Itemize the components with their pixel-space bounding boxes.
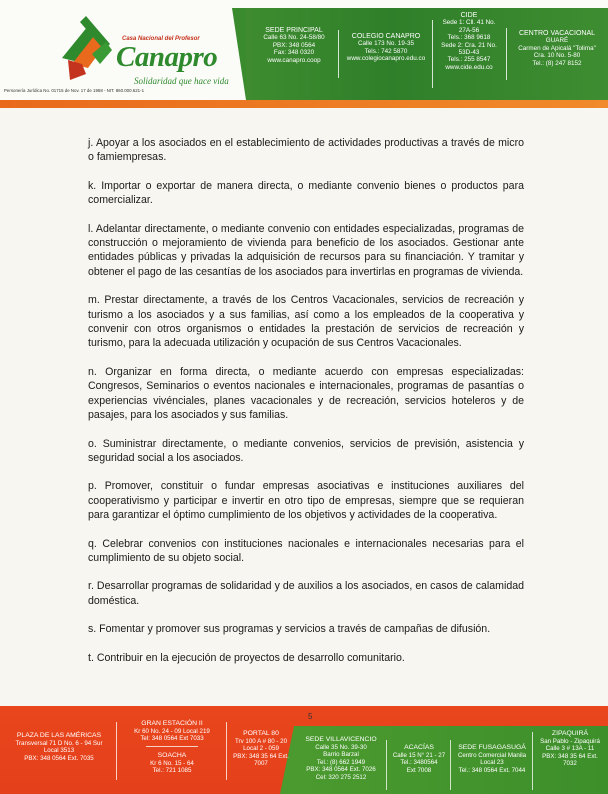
sede-fusagasuga-line: Centro Comercial Manila (457, 751, 527, 759)
gran-estacion-line: Kr 60 No. 24 - 09 Local 219 (134, 727, 210, 735)
zipaquira-line: PBX: 348 35 64 Ext. (542, 752, 598, 760)
cide-line: Tels.: 255 8547 (447, 56, 491, 64)
sede-villavicencio-line: Cel: 320 275 2512 (315, 773, 367, 781)
acacias-line: Calle 15 N° 21 - 27 (392, 751, 446, 759)
sede-principal-block (252, 27, 336, 64)
paragraph-j: j. Apoyar a los asociados en el establecimiento de actividades productivas a través de micro o famiempresas. (88, 137, 524, 164)
canapro-emblem-icon (58, 14, 118, 84)
cide-line: Sede 1: Cll. 41 No. (442, 19, 496, 27)
footer-divider (146, 746, 198, 747)
portal-80-title: PORTAL 80 (243, 730, 279, 737)
acacias-line: Tel.: 3480564 (400, 759, 438, 766)
footer-divider (450, 740, 451, 790)
header-divider (506, 28, 507, 80)
zipaquira-block (534, 730, 606, 768)
header-divider (338, 30, 339, 78)
cide-line: 27A-56 (458, 26, 480, 34)
logo-brand-name: Canapro (116, 41, 218, 73)
plaza-americas-title: PLAZA DE LAS AMÉRICAS (16, 732, 102, 739)
soacha-line: Tel.: 721 1085 (152, 767, 192, 774)
logo-house-name: Casa Nacional del Profesor (122, 36, 200, 42)
paragraph-r: r. Desarrollar programas de solidaridad y de auxilios a los asociados, en casos de calamidad doméstica. (88, 580, 524, 607)
sede-villavicencio-line: Barrio Barzal (323, 751, 359, 758)
cide-website[interactable]: www.cide.edu.co (445, 63, 493, 71)
cide-title: CIDE (460, 12, 478, 19)
footer-divider (532, 732, 533, 790)
centro-vacacional-line: GUARÉ (545, 37, 569, 45)
sede-principal-fax: Fax: 348 0320 (273, 49, 315, 57)
colegio-website[interactable]: www.colegiocanapro.edu.co (346, 55, 426, 63)
paragraph-t: t. Contribuir en la ejecución de proyectos de desarrollo comunitario. (88, 651, 405, 664)
portal-80-block (228, 730, 294, 768)
sede-villavicencio-block (296, 736, 386, 781)
colegio-block (340, 33, 432, 63)
plaza-americas-block (2, 732, 116, 762)
paragraph-l: l. Adelantar directamente, o mediante convenio con entidades especializadas, programas de construcción o mejoramiento de vivienda para beneficio de los asociados. Gestionar ante entidades públicas y privadas la adquisición de recursos para su financiación. Y tramitar y obtener el pago de las cesantías de los asociados para invertirlas en programas de vivienda. (88, 222, 524, 278)
paragraph-p: p. Promover, constituir o fundar empresas asociativas e instituciones auxiliares del cooperativismo y participar e invertir en otro tipo de empresas, siempre que se requieran para garantizar el óptimo cumplimiento de los objetivos y actividades de la cooperativa. (88, 480, 524, 522)
centro-vacacional-block (508, 30, 606, 67)
footer-divider (116, 722, 117, 780)
paragraph-o: o. Suministrar directamente, o mediante convenios, servicios de previsión, asistencia y seguridad social a los asociados. (88, 437, 524, 464)
legal-registration: Personería Jurídica No. 01715 de Nov. 17 de 1958 - NIT. 860.000.621-1 (4, 88, 145, 93)
soacha-block (118, 752, 226, 775)
cide-block (434, 12, 504, 71)
paragraph-k: k. Importar o exportar de manera directa, o mediante convenio bienes o productos para comercializar. (88, 179, 524, 207)
sede-principal-website[interactable]: www.canapro.coop (267, 56, 321, 64)
centro-vacacional-line: Tel.: (8) 247 8152 (532, 59, 582, 67)
portal-80-line: Local 2 - 059 (243, 745, 279, 752)
gran-estacion-line: Tel: 348 0564 Ext 7033 (140, 735, 204, 742)
portal-80-line: Trv 100 A # 80 - 20 (234, 737, 288, 745)
portal-80-line: PBX: 348 35 64 Ext. (233, 752, 289, 760)
plaza-americas-line: Transversal 71 D No. 6 - 94 Sur (15, 739, 103, 747)
colegio-phone: Tels.: 742 5870 (364, 47, 408, 55)
paragraph-q: q. Celebrar convenios con instituciones nacionales e internacionales necesarias para el cumplimiento de su objeto social. (88, 537, 524, 564)
document-body (88, 136, 524, 679)
acacias-title: ACACÍAS (404, 744, 434, 751)
letterhead-footer (0, 706, 608, 794)
acacias-line: Ext 7008 (406, 766, 432, 774)
footer-divider (226, 722, 227, 780)
colegio-title: COLEGIO CANAPRO (351, 33, 421, 40)
plaza-americas-line: Local 3513 (43, 747, 75, 754)
sede-villavicencio-line: Calle 35 No. 39-30 (315, 743, 367, 751)
sede-fusagasuga-title: SEDE FUSAGASUGÁ (458, 744, 526, 751)
portal-80-line: 7007 (254, 760, 268, 767)
paragraph-s: s. Fomentar y promover sus programas y servicios a través de campañas de difusión. (88, 623, 491, 636)
zipaquira-line: San Pablo - Zipaquirá (540, 737, 600, 745)
sede-fusagasuga-line: Local 23 (480, 759, 504, 766)
paragraph-n: n. Organizar en forma directa, o mediante acuerdo con empresas especializadas: Congresos, Seminarios o eventos nacionales e internacionales, programas de pasantías o experiencias vivénciales, planes vacacionales y de recreación, servicios hoteleros y de pasajes, para los asociados y sus familias. (88, 365, 524, 422)
zipaquira-line: Calle 3 # 13A - 11 (545, 745, 595, 752)
sede-villavicencio-line: Tel.: (8) 662 1949 (316, 758, 366, 766)
acacias-block (388, 744, 450, 774)
soacha-title: SOACHA (157, 752, 187, 759)
colegio-address: Calle 173 No. 19-35 (357, 40, 414, 48)
centro-vacacional-line: Carmen de Apicalá "Tolima" (518, 44, 596, 52)
centro-vacacional-title: CENTRO VACACIONAL (518, 30, 596, 37)
sede-fusagasuga-block (452, 744, 532, 774)
sede-principal-address: Calle 63 No. 24-58/80 (263, 34, 325, 42)
canapro-logo (58, 14, 258, 94)
sede-principal-pbx: PBX: 348 0564 (272, 41, 316, 49)
header-orange-stripe (0, 100, 608, 108)
header-divider (432, 20, 433, 88)
sede-principal-title: SEDE PRINCIPAL (265, 27, 323, 34)
plaza-americas-line: PBX: 348 0564 Ext. 7035 (24, 754, 94, 762)
page-number: 5 (308, 712, 313, 721)
cide-line: Tels.: 368 9618 (447, 34, 491, 42)
zipaquira-line: 7032 (563, 760, 577, 767)
soacha-line: Kr 6 No. 15 - 64 (150, 759, 194, 767)
gran-estacion-block (118, 720, 226, 743)
sede-villavicencio-line: PBX: 348 0564 Ext. 7026 (306, 766, 376, 773)
sede-villavicencio-title: SEDE VILLAVICENCIO (305, 736, 377, 743)
gran-estacion-title: GRAN ESTACIÓN II (141, 720, 203, 727)
footer-divider (386, 740, 387, 790)
sede-fusagasuga-line: Tel.: 348 0564 Ext. 7044 (458, 766, 526, 774)
logo-slogan: Solidaridad que hace vida (134, 76, 229, 86)
letterhead-header (0, 0, 608, 112)
zipaquira-title: ZIPAQUIRÁ (551, 730, 589, 737)
cide-line: Sede 2: Cra. 21 No. (441, 41, 497, 49)
cide-line: 53D-43 (458, 49, 480, 57)
paragraph-m: m. Prestar directamente, a través de los Centros Vacacionales, servicios de recreación y turismo a los asociados y a sus familias, así como a los empleados de la cooperativa y convenir con otros organismos o entidades la prestación de servicios de recreación y turismo, para la adecuada utilización y ocupación de sus Centros Vacacionales. (88, 294, 524, 350)
centro-vacacional-line: Cra. 10 No. 5-80 (533, 52, 581, 60)
